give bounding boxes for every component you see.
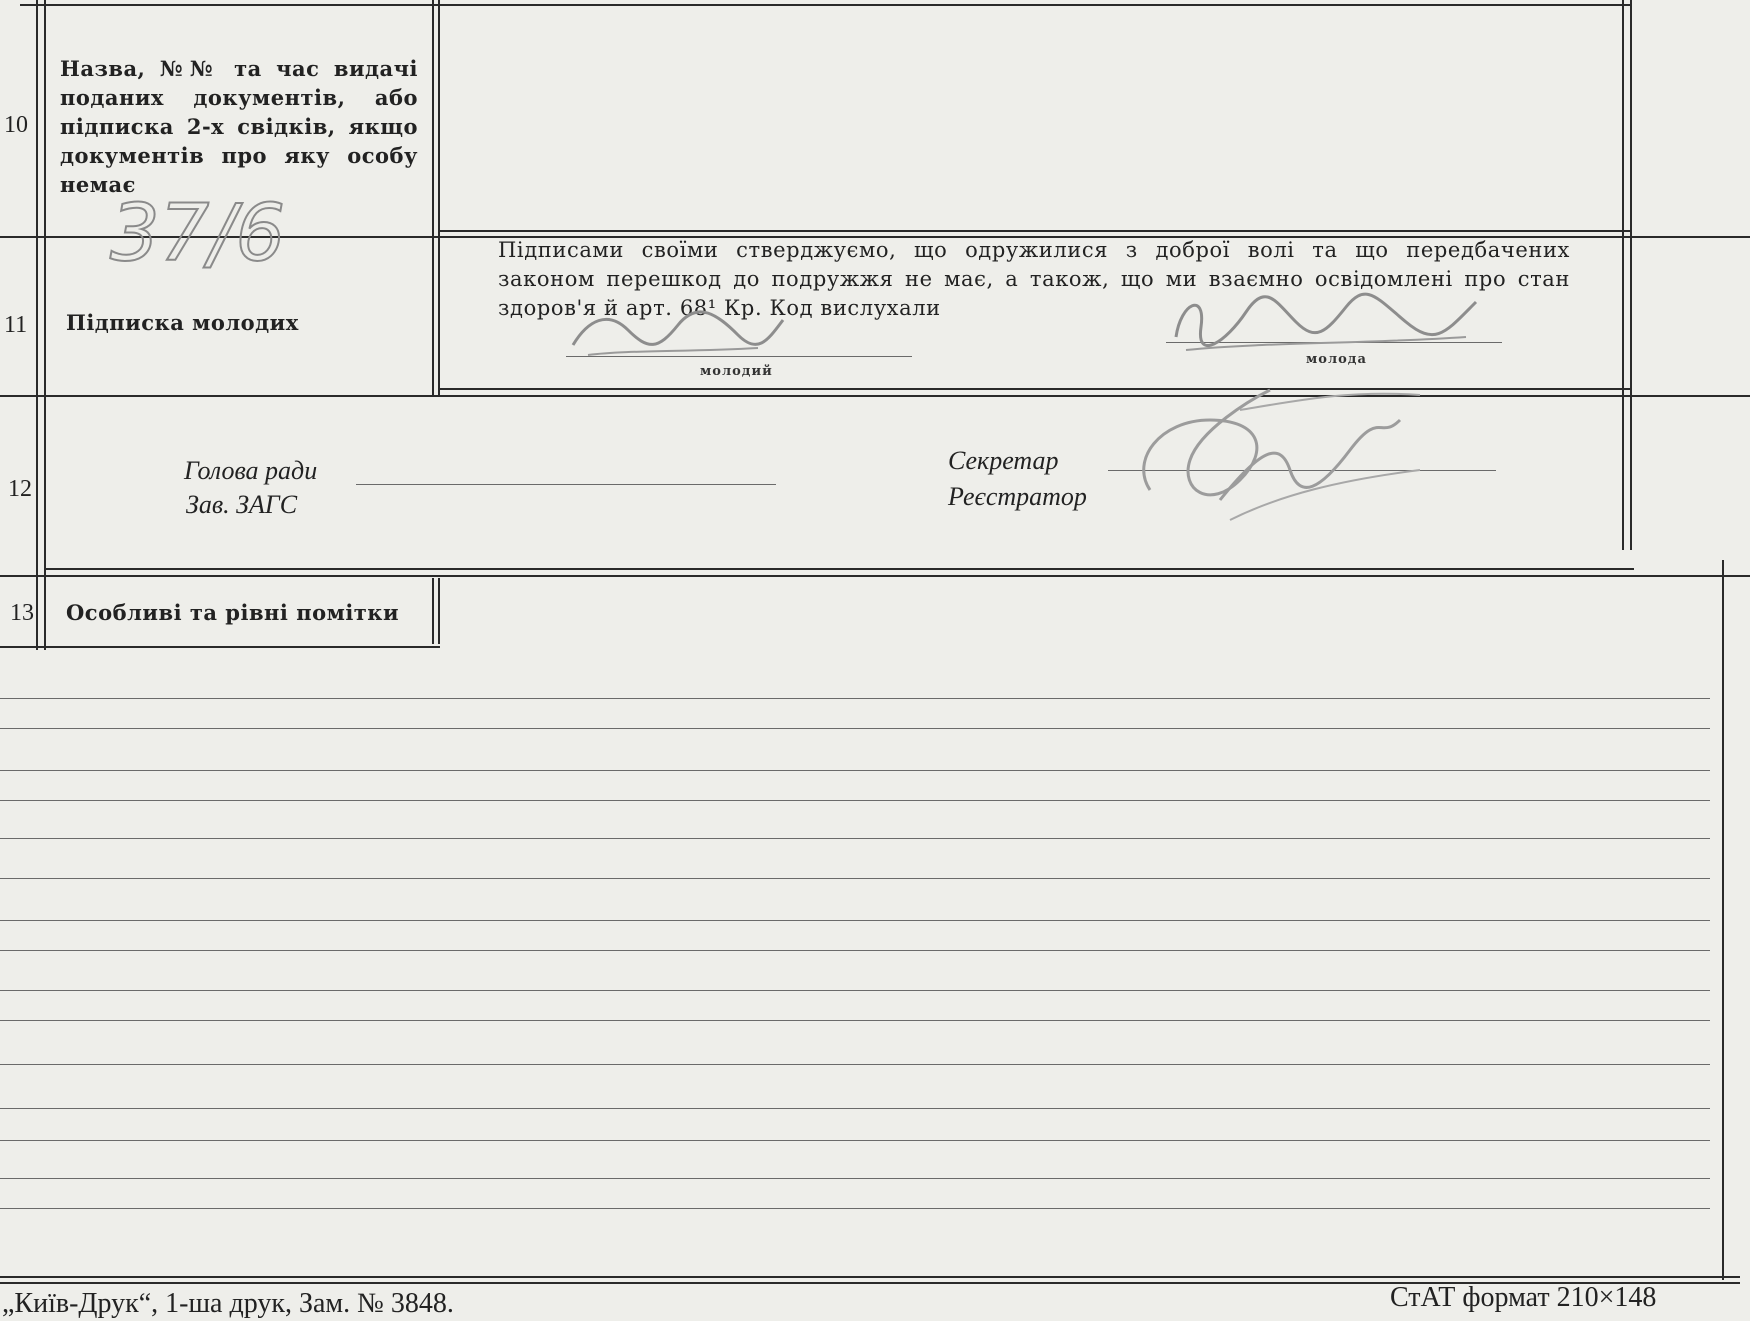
- handwritten-number-text: 37/6: [110, 189, 286, 279]
- row-number-11: 11: [4, 312, 28, 338]
- groom-caption: молодий: [700, 364, 773, 379]
- row13-label: Особливі та рівні помітки: [66, 600, 400, 625]
- row11-bottom-border-2: [440, 388, 1630, 390]
- registry-head-label: Зав. ЗАГС: [186, 490, 298, 519]
- notes-line: [0, 1208, 1710, 1209]
- notes-line: [0, 990, 1710, 991]
- bride-signature: [1166, 282, 1486, 362]
- bride-caption: молода: [1306, 352, 1367, 367]
- notes-line: [0, 1140, 1710, 1141]
- row13-label-box-bottom: [0, 646, 440, 648]
- label-column-divider: [432, 0, 434, 395]
- notes-line: [0, 1020, 1710, 1021]
- groom-signature: [568, 300, 788, 370]
- left-border-inner: [44, 0, 46, 650]
- handwritten-number-mark: [110, 180, 290, 280]
- row12-bottom-border: [0, 575, 1750, 577]
- row13-label-box-right: [432, 578, 434, 644]
- registrar-signature: [1120, 380, 1440, 530]
- marriage-statement: Підписами своїми стверджуємо, що одружилися з доброї волі та що передбачених законом перешкод до подружжя не має, а також, що ми взаємно освідомлені про стан здоров'я й арт. 68¹ Кр. Код вислухали: [498, 238, 1570, 320]
- row-number-12: 12: [8, 476, 32, 502]
- notes-line: [0, 838, 1710, 839]
- right-border-outer: [1622, 0, 1624, 550]
- row11-bottom-border: [0, 395, 1750, 397]
- left-border-outer: [36, 0, 38, 650]
- row-number-10: 10: [4, 112, 28, 138]
- notes-line: [0, 800, 1710, 801]
- notes-line: [0, 878, 1710, 879]
- row10-bottom-border-2: [440, 230, 1630, 232]
- notes-line: [0, 728, 1710, 729]
- label-column-divider-inner: [438, 0, 440, 395]
- notes-line: [0, 698, 1710, 699]
- notes-line: [0, 920, 1710, 921]
- council-head-label: Голова ради: [184, 456, 318, 485]
- notes-line: [0, 950, 1710, 951]
- row12-bottom-border-2: [44, 568, 1634, 570]
- notes-line: [0, 1178, 1710, 1179]
- right-border-inner: [1630, 0, 1632, 550]
- row10-top-border: [20, 4, 1630, 6]
- form-bottom-border: [0, 1276, 1740, 1278]
- row10-label: Назва, №№ та час видачі поданих документів, або підписка 2-х свідків, якщо документів про яку особу немає: [60, 56, 418, 197]
- row11-label: Підписка молодих: [66, 310, 299, 335]
- notes-line: [0, 1108, 1710, 1109]
- notes-line: [0, 770, 1710, 771]
- secretary-label: Секретар: [948, 446, 1059, 475]
- printer-imprint: „Київ-Друк“, 1-ша друк, Зам. № 3848.: [2, 1288, 454, 1319]
- form-format: СтАТ формат 210×148: [1390, 1282, 1657, 1313]
- row-number-13: 13: [10, 600, 34, 626]
- row13-label-box-right-2: [438, 578, 440, 644]
- notes-line: [0, 1064, 1710, 1065]
- right-border-lower: [1722, 560, 1724, 1280]
- registrar-label: Реєстратор: [948, 482, 1087, 511]
- council-head-signature-line: [356, 484, 776, 485]
